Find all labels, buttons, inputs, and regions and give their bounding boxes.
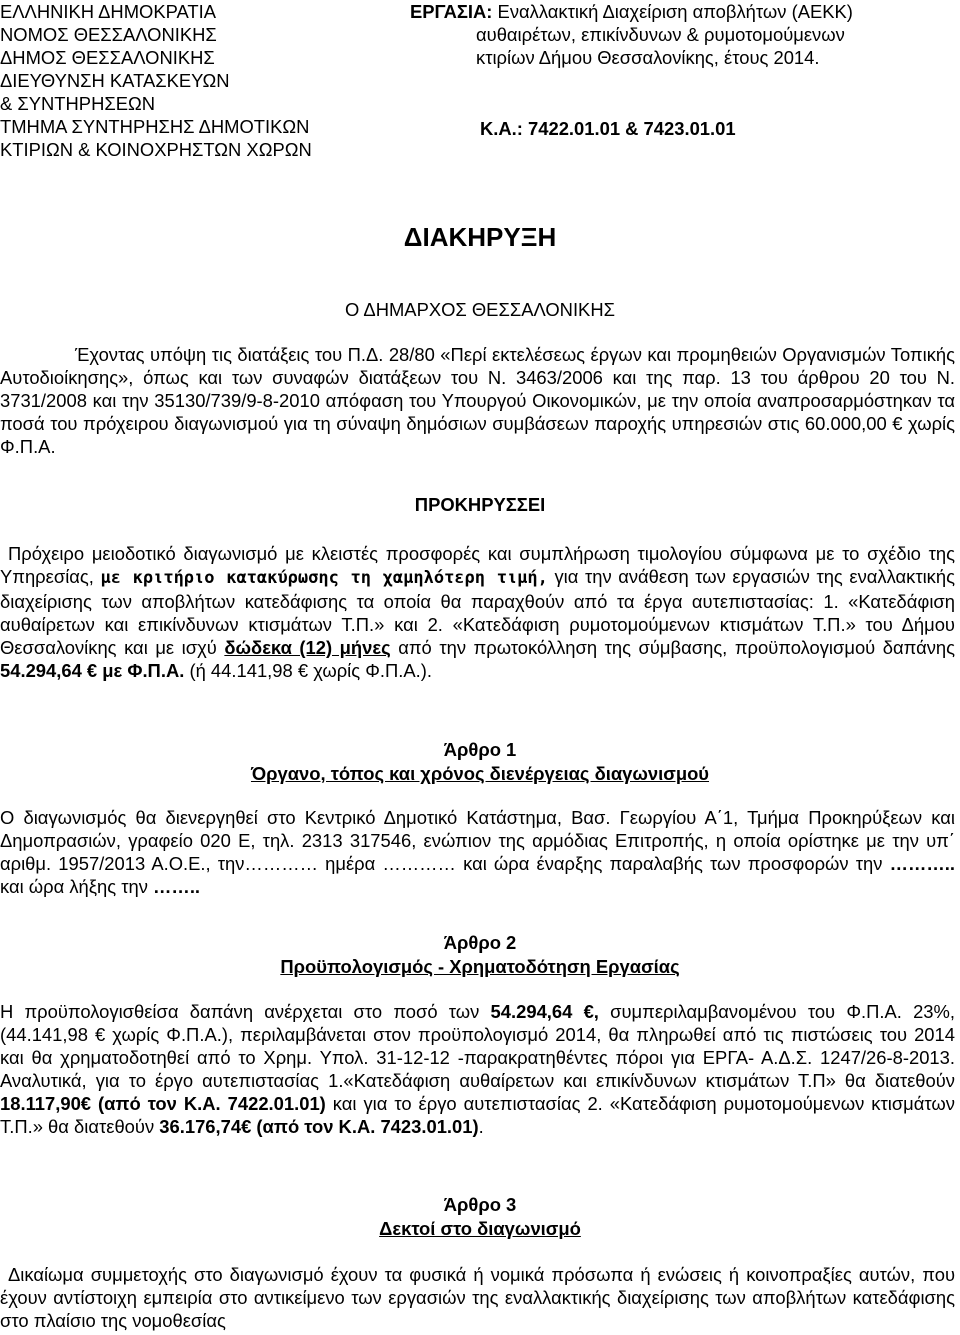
text-run: Ο διαγωνισμός θα διενεργηθεί στο Κεντρικό Δημοτικό Κατάστημα, Βασ. Γεωργίου Α΄1, Τμήμα Προκηρύξεων και Δημοπρασιών, γραφείο 020 Ε, τηλ. 2313 317546, ενώπιον της αρμόδιας Επιτροπής, η οποία ορίστηκε με την υπ΄ αριθμ. 1957/2013 Α.Ο.Ε., την………… ημέρα ………… και ώρα έναρξης παραλαβής των προσφορών την [0, 807, 955, 874]
article-3-title: Άρθρο 3 [443, 1194, 517, 1215]
project-header [410, 0, 950, 69]
header-line: ΤΜΗΜΑ ΣΥΝΤΗΡΗΣΗΣ ΔΗΜΟΤΙΚΩΝ [0, 116, 310, 137]
budget-code: Κ.Α.: 7422.01.01 & 7423.01.01 [480, 118, 736, 139]
bold-run: 54.294,64 € με Φ.Π.Α. [0, 660, 185, 681]
header-line: ΔΗΜΟΣ ΘΕΣΣΑΛΟΝΙΚΗΣ [0, 47, 215, 68]
header-line: ΚΤΙΡΙΩΝ & ΚΟΙΝΟΧΡΗΣΤΩΝ ΧΩΡΩΝ [0, 139, 312, 160]
project-text-1: Εναλλακτική Διαχείριση αποβλήτων (ΑΕΚΚ) [497, 1, 853, 22]
article-1-title: Άρθρο 1 [443, 739, 517, 760]
authority-header [0, 0, 420, 161]
article-2-subtitle: Προϋπολογισμός - Χρηματοδότηση Εργασίας [280, 956, 680, 977]
bold-run: 54.294,64 €, [490, 1001, 599, 1022]
article-3-paragraph: Δικαίωμα συμμετοχής στο διαγωνισμό έχουν τα φυσικά ή νομικά πρόσωπα ή ενώσεις ή κοινοπραξίες αυτών, που έχουν αντίστοιχη εμπειρία στο αντικείμενο των εργασιών της εναλλακτικής διαχείρισης των αποβλήτων κατεδάφισης στο πλαίσιο της νομοθεσίας [0, 1264, 955, 1331]
project-line-3: κτιρίων Δήμου Θεσσαλονίκης, έτους 2014. [476, 47, 820, 68]
proclaims-heading: ΠΡΟΚΗΡΥΣΣΕΙ [414, 494, 546, 515]
text-run: . [478, 1116, 484, 1137]
document-title: ΔΙΑΚΗΡΥΞΗ [403, 222, 557, 252]
header-line: ΕΛΛΗΝΙΚΗ ΔΗΜΟΚΡΑΤΙΑ [0, 1, 217, 22]
text-run: (ή 44.141,98 € χωρίς Φ.Π.Α.). [189, 660, 433, 681]
proclamation-paragraph [0, 542, 955, 682]
project-line-1 [410, 0, 950, 23]
article-2-title: Άρθρο 2 [443, 932, 517, 953]
header-line: & ΣΥΝΤΗΡΗΣΕΩΝ [0, 93, 156, 114]
text-run: για την ανάθεση των εργασιών της εναλλακτικής διαχείρισης των αποβλήτων κατεδάφισης τα οποία θα παραχθούν από τα έργα αυτεπιστασίας: 1. «Κατεδάφιση αυθαίρετων και επικίνδυνων κτισμάτων Τ.Π.» και 2. «Κατεδάφιση ρυμοτομούμενων κτισμάτων Τ.Π.» του Δήμου Θεσσαλονίκης και με ισχύ [0, 566, 955, 658]
text-run: και για το έργο αυτεπιστασίας 2. «Κατεδάφιση ρυμοτομούμενων κτισμάτων Τ.Π.» θα διατεθούν [0, 1093, 955, 1137]
bold-run: δώδεκα (12) μήνες [224, 637, 391, 658]
article-1-paragraph [0, 806, 955, 898]
intro-paragraph: Έχοντας υπόψη τις διατάξεις του Π.Δ. 28/80 «Περί εκτελέσεως έργων και προμηθειών Οργανισμών Τοπικής Αυτοδιοίκησης», όπως και των συναφών διατάξεων του Ν. 3463/2006 και της παρ. 13 του άρθρου 20 του Ν. 3731/2008 και την 35130/739/9-8-2010 απόφαση του Υπουργού Οικονομικών, με την οποία αναπροσαρμόστηκαν τα ποσά του πρόχειρου διαγωνισμού για τη σύναψη δημόσιων συμβάσεων παροχής υπηρεσιών στις 60.000,00 € χωρίς Φ.Π.Α. [0, 344, 955, 457]
project-line-2: αυθαιρέτων, επικίνδυνων & ρυμοτομούμενων [476, 24, 845, 45]
bold-run: 18.117,90€ (από τον Κ.Α. 7422.01.01) [0, 1093, 326, 1114]
article-1-subtitle: Όργανο, τόπος και χρόνος διενέργειας διαγωνισμού [250, 763, 710, 784]
bold-run: με κριτήριο κατακύρωσης τη χαμηλότερη τιμή, [100, 568, 548, 588]
header-line: ΝΟΜΟΣ ΘΕΣΣΑΛΟΝΙΚΗΣ [0, 24, 217, 45]
text-run: και ώρα λήξης την [0, 876, 148, 897]
text-run: από την πρωτοκόλληση της σύμβασης, προϋπολογισμού δαπάνης [398, 637, 955, 658]
mayor-heading: Ο ΔΗΜΑΡΧΟΣ ΘΕΣΣΑΛΟΝΙΚΗΣ [345, 299, 615, 320]
article-2-paragraph [0, 1000, 955, 1138]
article-3-subtitle: Δεκτοί στο διαγωνισμό [379, 1218, 581, 1239]
text-run: Η προϋπολογισθείσα δαπάνη ανέρχεται στο ποσό των [0, 1001, 480, 1022]
bold-run: ……….. [889, 853, 955, 874]
text-run: Πρόχειρο μειοδοτικό διαγωνισμό με κλειστές προσφορές και συμπλήρωση τιμολογίου σύμφωνα με το σχέδιο της Υπηρεσίας, [0, 543, 955, 587]
text-run: συμπεριλαμβανομένου του Φ.Π.Α. 23%, (44.141,98 € χωρίς Φ.Π.Α.), περιλαμβάνεται στον προϋπολογισμό 2014, θα πληρωθεί από τις πιστώσεις του 2014 και θα χρηματοδοτηθεί από το Χρημ. Υπολ. 31-12-12 -παρακρατηθέντες πόροι για ΕΡΓΑ- Α.Δ.Σ. 1247/26-8-2013. Αναλυτικά, για το έργο αυτεπιστασίας 1.«Κατεδάφιση αυθαίρετων και επικίνδυνων κτισμάτων Τ.Π» θα διατεθούν [0, 1001, 955, 1091]
project-label: ΕΡΓΑΣΙΑ: [410, 1, 493, 22]
bold-run: …….. [153, 876, 201, 897]
header-line: ΔΙΕΥΘΥΝΣΗ ΚΑΤΑΣΚΕΥΩΝ [0, 70, 230, 91]
bold-run: 36.176,74€ (από τον Κ.Α. 7423.01.01) [159, 1116, 479, 1137]
